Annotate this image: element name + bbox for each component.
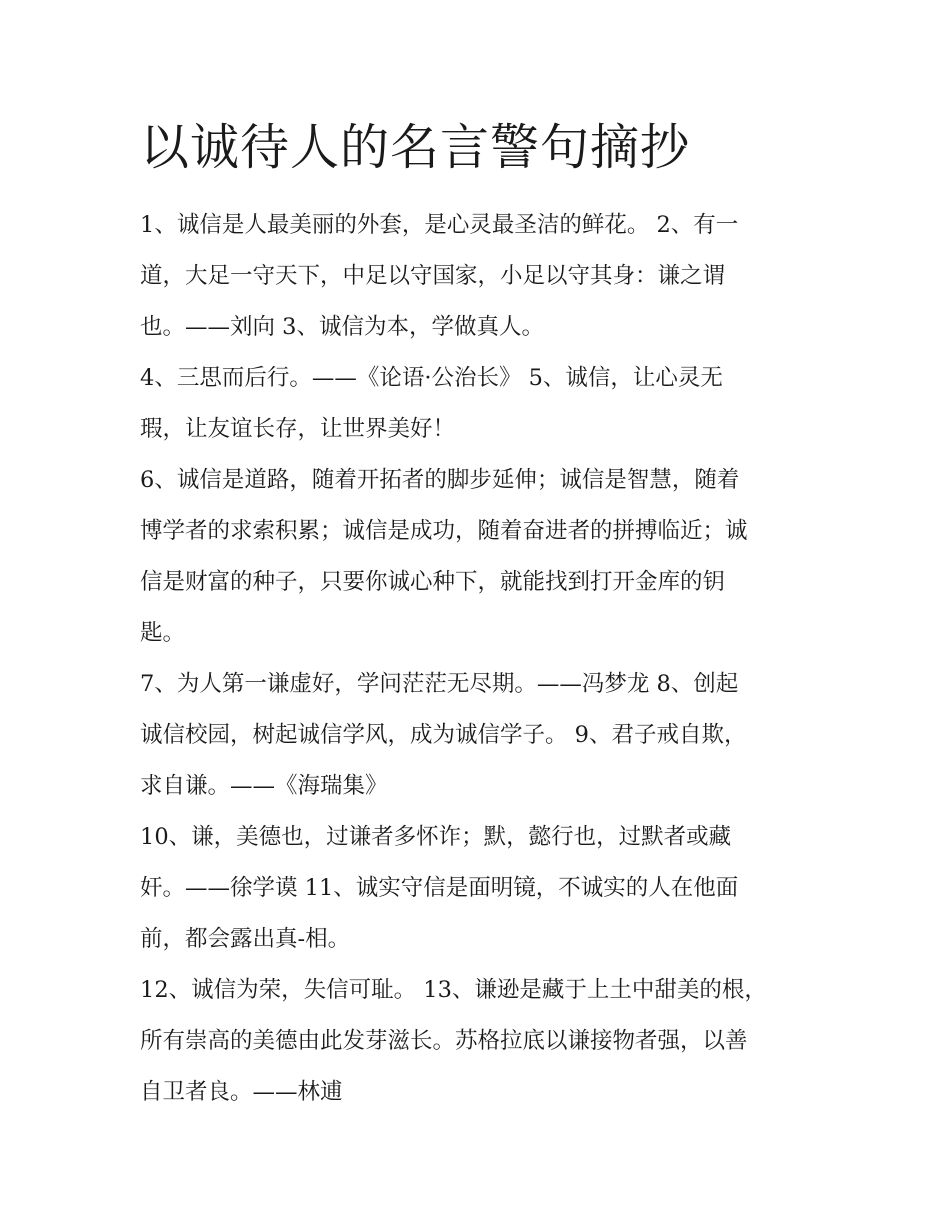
text-line: 求自谦。——《海瑞集》 — [140, 773, 388, 799]
quote-paragraph — [140, 353, 820, 455]
quote-paragraph — [140, 965, 820, 1118]
text-line: 道，大足一守天下，中足以守国家，小足以守其身：谦之谓 — [140, 263, 726, 289]
page-title: 以诚待人的名言警句摘抄 — [140, 119, 691, 176]
text-line: 6、诚信是道路，随着开拓者的脚步延伸；诚信是智慧，随着 — [140, 467, 740, 493]
text-line: 匙。 — [140, 620, 186, 646]
text-line: 12、诚信为荣，失信可耻。 13、谦逊是藏于上土中甜美的根， — [140, 977, 767, 1003]
text-line: 瑕，让友谊长存，让世界美好！ — [140, 416, 456, 442]
text-line: 所有崇高的美德由此发芽滋长。苏格拉底以谦接物者强，以善 — [140, 1028, 748, 1054]
text-line: 1、诚信是人最美丽的外套，是心灵最圣洁的鲜花。 2、有一 — [140, 212, 739, 238]
text-line: 也。——刘向 3、诚信为本，学做真人。 — [140, 314, 544, 340]
text-line: 自卫者良。——林逋 — [140, 1079, 343, 1105]
quote-paragraph — [140, 812, 820, 965]
document-page — [140, 112, 820, 1118]
text-line: 奸。——徐学谟 11、诚实守信是面明镜，不诚实的人在他面 — [140, 875, 739, 901]
quote-paragraph — [140, 659, 820, 812]
quote-paragraph — [140, 455, 820, 659]
text-line: 7、为人第一谦虚好，学问茫茫无尽期。——冯梦龙 8、创起 — [140, 671, 739, 697]
text-line: 4、三思而后行。——《论语·公治长》 5、诚信，让心灵无 — [140, 365, 723, 391]
text-line: 前，都会露出真-相。 — [140, 926, 351, 952]
text-line: 10、谦，美德也，过谦者多怀诈；默，懿行也，过默者或藏 — [140, 824, 732, 850]
text-line: 博学者的求索积累；诚信是成功，随着奋进者的拼搏临近；诚 — [140, 518, 748, 544]
text-line: 信是财富的种子，只要你诚心种下，就能找到打开金库的钥 — [140, 569, 726, 595]
quote-paragraph — [140, 200, 820, 353]
text-line: 诚信校园，树起诚信学风，成为诚信学子。 9、君子戒自欺， — [140, 722, 747, 748]
